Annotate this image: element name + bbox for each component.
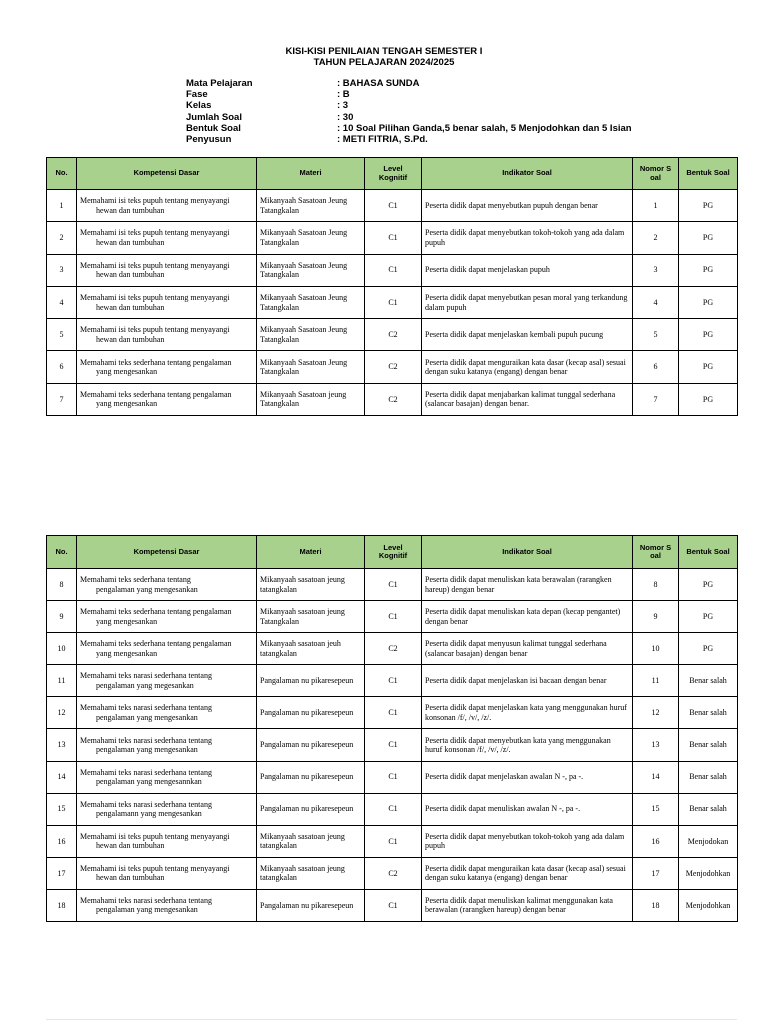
level-cell: C1	[365, 793, 422, 825]
nomor-cell: 1	[633, 190, 679, 222]
table-row	[47, 857, 738, 889]
level-cell: C1	[365, 569, 422, 601]
materi-cell: Mikanyaah Sasatoan Jeung Tatangkalan	[257, 254, 365, 286]
indikator-cell: Peserta didik dapat menuliskan kalimat menggunakan kata berawalan (rarangken hareup) dengan benar	[422, 889, 633, 921]
indikator-cell: Peserta didik dapat menguraikan kata dasar (kecap asal) sesuai dengan suku katanya (engang) dengan benar	[422, 351, 633, 383]
header-level-line2: Kognitif	[378, 172, 408, 182]
indikator-cell: Peserta didik dapat menyebutkan tokoh-tokoh yang ada dalam pupuh	[422, 825, 633, 857]
header-level-kognitif	[365, 536, 422, 569]
level-cell: C2	[365, 319, 422, 351]
materi-cell: Mikanyaah sasatoan jeung tatangkalan	[257, 857, 365, 889]
materi-cell: Mikanyaah sasatoan jeuh tatangkalan	[257, 633, 365, 665]
level-cell: C1	[365, 190, 422, 222]
table-row	[47, 383, 738, 415]
info-value: : BAHASA SUNDA	[337, 78, 420, 89]
kompetensi-line: Memahami teks sederhana tentang pengalaman	[80, 607, 232, 617]
no-cell: 18	[47, 889, 77, 921]
header-nomor-line2: oal	[650, 551, 661, 560]
table-row	[47, 889, 738, 921]
nomor-cell: 4	[633, 286, 679, 318]
header-kompetensi-dasar: Kompetensi Dasar	[77, 536, 257, 569]
bentuk-cell: Menjodohkan	[679, 889, 738, 921]
indikator-cell: Peserta didik dapat menjelaskan pupuh	[422, 254, 633, 286]
materi-cell: Mikanyaah Sasatoan Jeung Tatangkalan	[257, 351, 365, 383]
no-cell: 16	[47, 825, 77, 857]
nomor-cell: 14	[633, 761, 679, 793]
kompetensi-line: Memahami isi teks pupuh tentang menyayangi	[80, 831, 230, 841]
bentuk-cell: PG	[679, 383, 738, 415]
level-cell: C2	[365, 857, 422, 889]
kompetensi-line: Memahami teks narasi sederhana tentang	[80, 767, 212, 777]
bentuk-cell: PG	[679, 319, 738, 351]
info-label: Penyusun	[186, 133, 232, 145]
document-subtitle: TAHUN PELAJARAN 2024/2025	[313, 57, 455, 68]
header-level-line1: Level	[383, 542, 403, 552]
no-cell: 8	[47, 569, 77, 601]
kompetensi-line: hewan dan tumbuhan	[96, 334, 165, 344]
materi-cell: Mikanyaah Sasatoan Jeung Tatangkalan	[257, 190, 365, 222]
info-label: Bentuk Soal	[186, 122, 241, 134]
info-label: Jumlah Soal	[186, 111, 242, 123]
kompetensi-cell	[77, 761, 257, 793]
kompetensi-cell	[77, 383, 257, 415]
bentuk-cell: PG	[679, 601, 738, 633]
kompetensi-line: Memahami isi teks pupuh tentang menyayangi	[80, 260, 230, 270]
no-cell: 6	[47, 351, 77, 383]
materi-cell: Pangalaman nu pikaresepeun	[257, 761, 365, 793]
no-cell: 3	[47, 254, 77, 286]
kompetensi-line: pengalaman yang mengesankan	[96, 745, 198, 755]
kompetensi-line: pengalaman yang mengesankan	[96, 584, 198, 594]
header-no: No.	[47, 536, 77, 569]
kompetensi-line: pengalaman yang megesankan	[96, 680, 194, 690]
nomor-cell: 2	[633, 222, 679, 254]
kompetensi-cell	[77, 665, 257, 697]
table-row	[47, 351, 738, 383]
kompetensi-cell	[77, 319, 257, 351]
no-cell: 11	[47, 665, 77, 697]
info-value: : 30	[337, 111, 354, 123]
kompetensi-cell	[77, 254, 257, 286]
table-row	[47, 254, 738, 286]
indikator-cell: Peserta didik dapat menjelaskan kata yang menggunakan huruf konsonan /f/, /v/, /z/.	[422, 697, 633, 729]
header-level-line2: Kognitif	[378, 551, 408, 560]
nomor-cell: 18	[633, 889, 679, 921]
kompetensi-line: yang mengesankan	[96, 399, 158, 409]
table-row	[47, 729, 738, 761]
header-level-line1: Level	[383, 164, 403, 173]
no-cell: 13	[47, 729, 77, 761]
bentuk-cell: Benar salah	[679, 665, 738, 697]
no-cell: 17	[47, 857, 77, 889]
table-row	[47, 601, 738, 633]
kompetensi-cell	[77, 601, 257, 633]
bentuk-cell: PG	[679, 351, 738, 383]
level-cell: C1	[365, 254, 422, 286]
kompetensi-line: Memahami teks narasi sederhana tentang	[80, 671, 212, 681]
materi-cell: Mikanyaah sasatoan jeung tatangkalan	[257, 825, 365, 857]
kompetensi-cell	[77, 793, 257, 825]
header-kompetensi-dasar: Kompetensi Dasar	[77, 158, 257, 190]
kompetensi-cell	[77, 351, 257, 383]
no-cell: 10	[47, 633, 77, 665]
level-cell: C1	[365, 222, 422, 254]
nomor-cell: 15	[633, 793, 679, 825]
nomor-cell: 7	[633, 383, 679, 415]
kompetensi-line: hewan dan tumbuhan	[96, 873, 165, 883]
level-cell: C1	[365, 889, 422, 921]
header-no: No.	[47, 158, 77, 190]
nomor-cell: 10	[633, 633, 679, 665]
no-cell: 12	[47, 697, 77, 729]
table-row	[47, 633, 738, 665]
materi-cell: Mikanyaah sasatoan jeung Tatangkalan	[257, 601, 365, 633]
kompetensi-line: Memahami teks sederhana tentang	[80, 575, 191, 585]
info-value: : METI FITRIA, S.Pd.	[337, 133, 428, 145]
header-nomor-soal	[633, 536, 679, 569]
kompetensi-line: Memahami teks narasi sederhana tentang	[80, 799, 212, 809]
info-value: : 3	[337, 100, 349, 112]
kompetensi-line: Memahami isi teks pupuh tentang menyayangi	[80, 325, 230, 335]
no-cell: 1	[47, 190, 77, 222]
kompetensi-line: hewan dan tumbuhan	[96, 841, 165, 851]
bentuk-cell: Benar salah	[679, 697, 738, 729]
header-bentuk-soal: Bentuk Soal	[679, 158, 738, 190]
materi-cell: Mikanyaah Sasatoan Jeung Tatangkalan	[257, 222, 365, 254]
table-header-row	[47, 536, 738, 569]
kompetensi-cell	[77, 697, 257, 729]
kompetensi-cell	[77, 633, 257, 665]
kompetensi-line: yang mengesankan	[96, 648, 158, 658]
nomor-cell: 6	[633, 351, 679, 383]
table-row	[47, 190, 738, 222]
kompetensi-line: Memahami isi teks pupuh tentang menyayangi	[80, 293, 230, 303]
level-cell: C2	[365, 351, 422, 383]
bentuk-cell: PG	[679, 222, 738, 254]
nomor-cell: 17	[633, 857, 679, 889]
kompetensi-cell	[77, 825, 257, 857]
header-nomor-line2: oal	[650, 172, 661, 182]
materi-cell: Mikanyaah Sasatoan Jeung Tatangkalan	[257, 319, 365, 351]
kompetensi-line: pengalamann yang mengesankan	[96, 809, 202, 819]
level-cell: C2	[365, 633, 422, 665]
bentuk-cell: PG	[679, 286, 738, 318]
kompetensi-line: Memahami teks narasi sederhana tentang	[80, 703, 212, 713]
table-row	[47, 286, 738, 318]
header-nomor-soal	[633, 158, 679, 190]
table-row	[47, 569, 738, 601]
table-row	[47, 761, 738, 793]
info-value: : 10 Soal Pilihan Ganda,5 benar salah, 5 Menjodohkan dan 5 Isian	[337, 122, 632, 134]
table-header-row	[47, 158, 738, 190]
no-cell: 4	[47, 286, 77, 318]
header-nomor-line1: Nomor S	[639, 542, 672, 552]
kompetensi-line: hewan dan tumbuhan	[96, 237, 165, 247]
table-row	[47, 825, 738, 857]
kompetensi-line: Memahami teks sederhana tentang pengalaman	[80, 357, 232, 367]
level-cell: C1	[365, 286, 422, 318]
info-label: Fase	[186, 89, 208, 101]
kompetensi-cell	[77, 569, 257, 601]
materi-cell: Pangalaman nu pikaresepeun	[257, 793, 365, 825]
indikator-cell: Peserta didik dapat menuliskan awalan N -, pa -.	[422, 793, 633, 825]
nomor-cell: 8	[633, 569, 679, 601]
table-row	[47, 222, 738, 254]
kompetensi-line: hewan dan tumbuhan	[96, 205, 165, 215]
level-cell: C1	[365, 697, 422, 729]
no-cell: 15	[47, 793, 77, 825]
materi-cell: Mikanyaah sasatoan jeung tatangkalan	[257, 569, 365, 601]
materi-cell: Pangalaman nu pikaresepeun	[257, 697, 365, 729]
page-bottom-rule	[46, 1019, 737, 1020]
bentuk-cell: Benar salah	[679, 793, 738, 825]
kompetensi-line: Memahami isi teks pupuh tentang menyayangi	[80, 228, 230, 238]
header-bentuk-soal: Bentuk Soal	[679, 536, 738, 569]
nomor-cell: 12	[633, 697, 679, 729]
bentuk-cell: PG	[679, 633, 738, 665]
bentuk-cell: Menjodohkan	[679, 857, 738, 889]
kisi-table-1	[46, 157, 738, 416]
indikator-cell: Peserta didik dapat menuliskan kata berawalan (rarangken hareup) dengan benar	[422, 569, 633, 601]
level-cell: C1	[365, 825, 422, 857]
no-cell: 9	[47, 601, 77, 633]
kompetensi-cell	[77, 286, 257, 318]
document-title: KISI-KISI PENILAIAN TENGAH SEMESTER I	[285, 46, 483, 57]
kompetensi-cell	[77, 729, 257, 761]
kompetensi-line: Memahami teks narasi sederhana tentang	[80, 735, 212, 745]
kompetensi-line: yang mengesankan	[96, 367, 158, 377]
materi-cell: Pangalaman nu pikaresepeun	[257, 729, 365, 761]
info-label: Mata Pelajaran	[186, 78, 253, 89]
kompetensi-cell	[77, 222, 257, 254]
kompetensi-line: Memahami teks sederhana tentang pengalaman	[80, 639, 232, 649]
level-cell: C2	[365, 383, 422, 415]
nomor-cell: 3	[633, 254, 679, 286]
kompetensi-line: pengalaman yang mengesannkan	[96, 777, 202, 787]
kompetensi-cell	[77, 889, 257, 921]
info-value: : B	[337, 89, 350, 101]
header-materi: Materi	[257, 536, 365, 569]
indikator-cell: Peserta didik dapat menyebutkan kata yang menggunakan huruf konsonan /f/, /v/, /z/.	[422, 729, 633, 761]
kompetensi-line: Memahami teks narasi sederhana tentang	[80, 895, 212, 905]
level-cell: C1	[365, 729, 422, 761]
header-materi: Materi	[257, 158, 365, 190]
no-cell: 7	[47, 383, 77, 415]
kompetensi-line: hewan dan tumbuhan	[96, 302, 165, 312]
no-cell: 14	[47, 761, 77, 793]
kompetensi-line: pengalaman yang mengesankan	[96, 905, 198, 915]
bentuk-cell: Menjodokan	[679, 825, 738, 857]
kompetensi-line: yang mengesankan	[96, 616, 158, 626]
header-indikator-soal: Indikator Soal	[422, 158, 633, 190]
no-cell: 5	[47, 319, 77, 351]
indikator-cell: Peserta didik dapat menyebutkan pesan moral yang terkandung dalam pupuh	[422, 286, 633, 318]
kompetensi-line: hewan dan tumbuhan	[96, 270, 165, 280]
indikator-cell: Peserta didik dapat menguraikan kata dasar (kecap asal) sesuai dengan suku katanya (engang) dengan benar	[422, 857, 633, 889]
table-row	[47, 665, 738, 697]
kisi-table-2	[46, 535, 738, 922]
indikator-cell: Peserta didik dapat menjelaskan kembali pupuh pucung	[422, 319, 633, 351]
level-cell: C1	[365, 601, 422, 633]
bentuk-cell: Benar salah	[679, 761, 738, 793]
nomor-cell: 5	[633, 319, 679, 351]
header-indikator-soal: Indikator Soal	[422, 536, 633, 569]
nomor-cell: 9	[633, 601, 679, 633]
indikator-cell: Peserta didik dapat menyebutkan tokoh-tokoh yang ada dalam pupuh	[422, 222, 633, 254]
nomor-cell: 11	[633, 665, 679, 697]
table-row	[47, 697, 738, 729]
indikator-cell: Peserta didik dapat menuliskan kata depan (kecap pengantet) dengan benar	[422, 601, 633, 633]
kompetensi-line: Memahami isi teks pupuh tentang menyayangi	[80, 863, 230, 873]
nomor-cell: 16	[633, 825, 679, 857]
materi-cell: Mikanyaah Sasatoan Jeung Tatangkalan	[257, 286, 365, 318]
nomor-cell: 13	[633, 729, 679, 761]
header-level-kognitif	[365, 158, 422, 190]
no-cell: 2	[47, 222, 77, 254]
indikator-cell: Peserta didik dapat menyebutkan pupuh dengan benar	[422, 190, 633, 222]
kompetensi-cell	[77, 857, 257, 889]
kompetensi-line: pengalaman yang mengesankan	[96, 712, 198, 722]
bentuk-cell: PG	[679, 254, 738, 286]
kompetensi-cell	[77, 190, 257, 222]
table-row	[47, 793, 738, 825]
indikator-cell: Peserta didik dapat menjelaskan awalan N -, pa -.	[422, 761, 633, 793]
materi-cell: Mikanyaah Sasatoan jeung Tatangkalan	[257, 383, 365, 415]
table-row	[47, 319, 738, 351]
level-cell: C1	[365, 665, 422, 697]
bentuk-cell: PG	[679, 569, 738, 601]
indikator-cell: Peserta didik dapat menjabarkan kalimat tunggal sederhana (salancar basajan) dengan benar.	[422, 383, 633, 415]
info-label: Kelas	[186, 100, 212, 112]
kompetensi-line: Memahami teks sederhana tentang pengalaman	[80, 389, 232, 399]
materi-cell: Pangalaman nu pikaresepeun	[257, 665, 365, 697]
indikator-cell: Peserta didik dapat menjelaskan isi bacaan dengan benar	[422, 665, 633, 697]
level-cell: C1	[365, 761, 422, 793]
bentuk-cell: PG	[679, 190, 738, 222]
header-nomor-line1: Nomor S	[639, 164, 672, 173]
kompetensi-line: Memahami isi teks pupuh tentang menyayangi	[80, 196, 230, 206]
indikator-cell: Peserta didik dapat menyusun kalimat tunggal sederhana (salancar basajan) dengan benar	[422, 633, 633, 665]
bentuk-cell: Benar salah	[679, 729, 738, 761]
materi-cell: Pangalaman nu pikaresepeun	[257, 889, 365, 921]
